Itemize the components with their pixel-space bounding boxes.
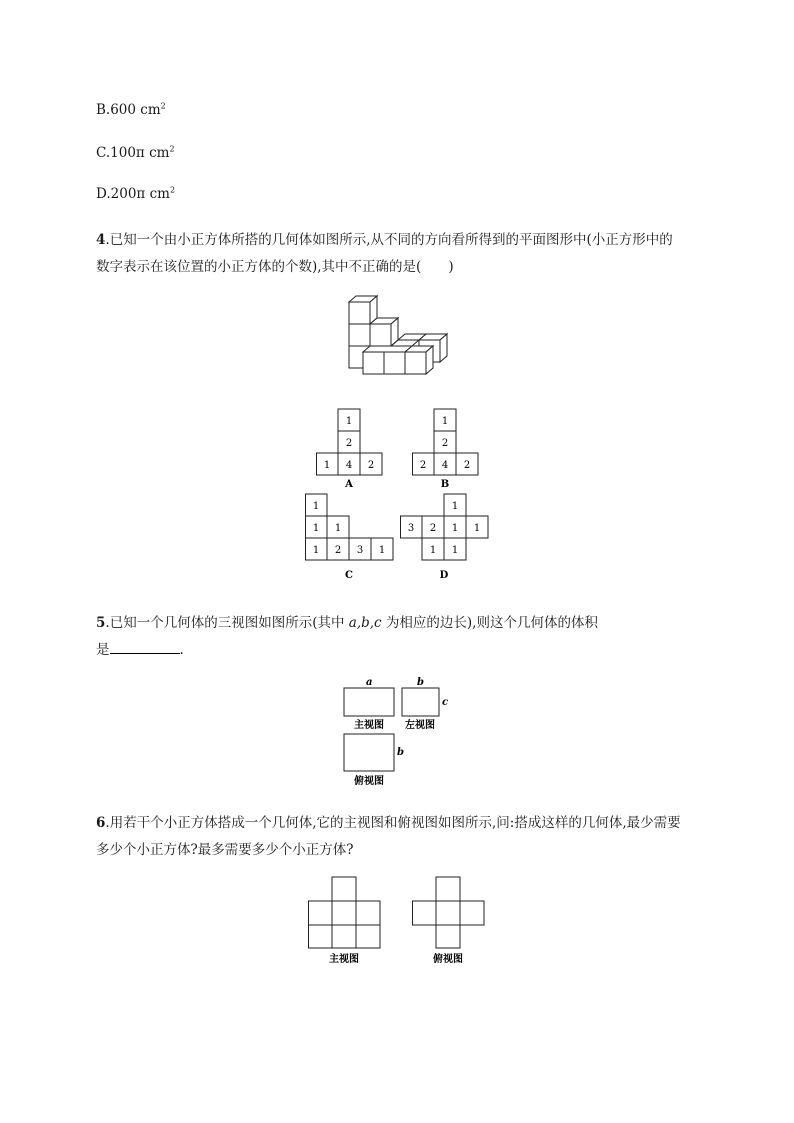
- question-5-line-2: 是 .: [96, 642, 184, 658]
- q4-grid-b: [412, 408, 482, 488]
- cell: 1: [312, 501, 320, 512]
- label-top-view: 俯视图: [354, 776, 384, 787]
- label-q6-top: 俯视图: [433, 954, 463, 965]
- left-view-rect: [402, 688, 439, 716]
- cell: 1: [312, 523, 320, 534]
- cell: 2: [419, 460, 427, 471]
- cell: 2: [429, 523, 437, 534]
- question-4-line-2: 数字表示在该位置的小正方体的个数),其中不正确的是( ): [96, 259, 454, 275]
- cell: 1: [451, 523, 459, 534]
- cell: 2: [463, 460, 471, 471]
- cell: 2: [441, 438, 449, 449]
- front-view-rect: [344, 688, 394, 716]
- cell: 1: [451, 501, 459, 512]
- cell: 1: [334, 523, 342, 534]
- q4-grid-a: [316, 408, 386, 488]
- option-d: D.200π $cm^2$: [96, 185, 176, 202]
- question-4-line-1: 4.已知一个由小正方体所搭的几何体如图所示,从不同的方向看所得到的平面图形中(小正方形中的: [96, 232, 673, 248]
- cell: 2: [367, 460, 375, 471]
- top-view-rect: [344, 734, 394, 771]
- option-b: B.600 $cm^2$: [96, 101, 166, 118]
- label-front-view: 主视图: [354, 720, 384, 731]
- question-6-line-1: 6.用若干个小正方体搭成一个几何体,它的主视图和俯视图如图所示,问:搭成这样的几何体,最少需要: [96, 815, 681, 831]
- q4-grid-d: [400, 493, 492, 581]
- grid-label-b: B: [440, 479, 450, 490]
- q4-cube-structure: [340, 292, 450, 376]
- cell: 4: [345, 460, 353, 471]
- grid-label-d: D: [439, 570, 449, 581]
- cell: 1: [323, 460, 331, 471]
- cell: 3: [407, 523, 415, 534]
- var-b-2: b: [397, 747, 404, 758]
- cell: 1: [451, 545, 459, 556]
- cell: 1: [312, 545, 320, 556]
- cell: 1: [345, 416, 353, 427]
- label-q6-front: 主视图: [329, 954, 359, 965]
- var-b: b: [417, 677, 424, 688]
- grid-label-c: C: [345, 570, 353, 581]
- cell: 1: [378, 545, 386, 556]
- answer-blank[interactable]: [110, 641, 180, 654]
- cell: 1: [441, 416, 449, 427]
- var-a: a: [366, 677, 373, 688]
- cell: 2: [345, 438, 353, 449]
- cell: 4: [441, 460, 449, 471]
- q6-front-view: [308, 876, 384, 970]
- q5-three-views: [340, 674, 460, 792]
- cell: 3: [356, 545, 364, 556]
- q4-grid-c: [305, 493, 397, 581]
- question-5-line-1: 5.已知一个几何体的三视图如图所示(其中 a,b,c 为相应的边长),则这个几何体的体积: [96, 615, 598, 631]
- q6-top-view: [412, 876, 488, 970]
- grid-label-a: A: [345, 479, 353, 490]
- cell: 1: [473, 523, 481, 534]
- cell: 2: [334, 545, 342, 556]
- label-left-view: 左视图: [405, 720, 435, 731]
- cell: 1: [429, 545, 437, 556]
- var-c: c: [442, 697, 449, 708]
- question-6-line-2: 多少个小正方体?最多需要多少个小正方体?: [96, 842, 354, 858]
- option-c: C.100π $cm^2$: [96, 144, 175, 161]
